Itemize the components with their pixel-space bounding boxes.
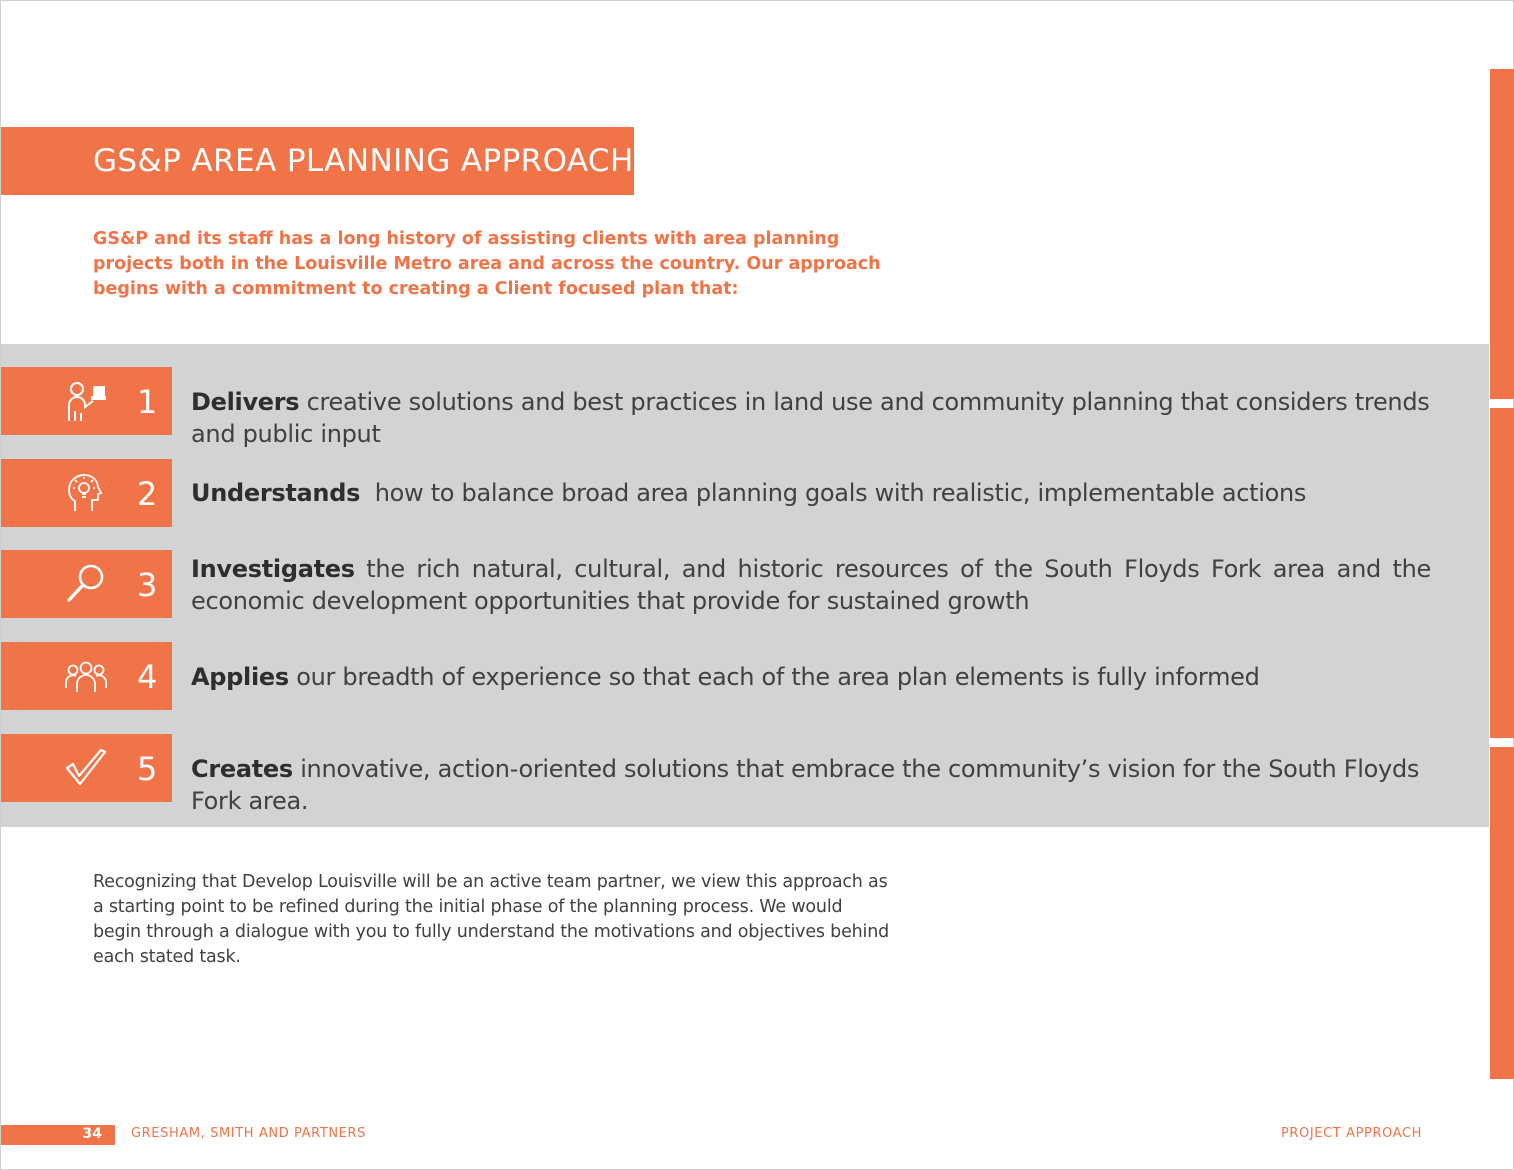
checkmark-icon [63, 746, 109, 790]
item-2-badge [1, 459, 172, 527]
presenter-icon [63, 379, 109, 423]
side-tab [1490, 69, 1514, 399]
item-1-badge [1, 367, 172, 435]
item-keyword: Applies [191, 663, 289, 691]
item-keyword: Investigates [191, 555, 355, 583]
footer-company: GRESHAM, SMITH AND PARTNERS [131, 1126, 366, 1141]
magnifier-icon [63, 562, 109, 606]
item-number: 1 [137, 383, 158, 421]
item-description: our breadth of experience so that each of the area plan elements is fully informed [288, 663, 1260, 691]
item-keyword: Delivers [191, 388, 300, 416]
item-3-text [191, 553, 1431, 617]
item-description: creative solutions and best practices in land use and community planning that considers trends and public input [191, 388, 1430, 448]
item-4-text [191, 661, 1431, 693]
side-tab [1490, 747, 1514, 1079]
item-5-badge [1, 734, 172, 802]
item-1-text [191, 386, 1431, 450]
item-2-text [191, 477, 1431, 509]
footer-page-bar [1, 1125, 115, 1145]
side-tab [1490, 408, 1514, 738]
item-keyword: Creates [191, 755, 293, 783]
item-description: how to balance broad area planning goals with realistic, implementable actions [360, 479, 1307, 507]
item-number: 5 [137, 750, 158, 788]
item-description: the rich natural, cultural, and historic resources of the South Floyds Fork area and the economic development opportunities that provide for sustained growth [191, 555, 1431, 615]
item-4-badge [1, 642, 172, 710]
item-keyword: Understands [191, 479, 361, 507]
page-title: GS&P AREA PLANNING APPROACH [93, 143, 634, 179]
footer-section: PROJECT APPROACH [1280, 1126, 1422, 1141]
item-description: innovative, action-oriented solutions that embrace the community’s vision for the South Floyds Fork area. [191, 755, 1420, 815]
item-3-badge [1, 550, 172, 618]
group-people-icon [63, 654, 109, 698]
intro-paragraph: GS&P and its staff has a long history of assisting clients with area planning projects both in the Louisville Metro area and across the country. Our approach begins with a commitment to creating a Client focused plan that: [93, 229, 881, 299]
closing-paragraph: Recognizing that Develop Louisville will be an active team partner, we view this approach as a starting point to be refined during the initial phase of the planning process. We would begin through a dialogue with you to fully understand the motivations and objectives behind each stated task. [93, 872, 890, 967]
title-banner [1, 127, 634, 195]
item-number: 3 [137, 566, 158, 604]
item-number: 2 [137, 475, 158, 513]
head-lightbulb-icon [63, 471, 109, 515]
item-number: 4 [137, 658, 158, 696]
page-number: 34 [82, 1126, 102, 1142]
item-5-text [191, 753, 1431, 817]
